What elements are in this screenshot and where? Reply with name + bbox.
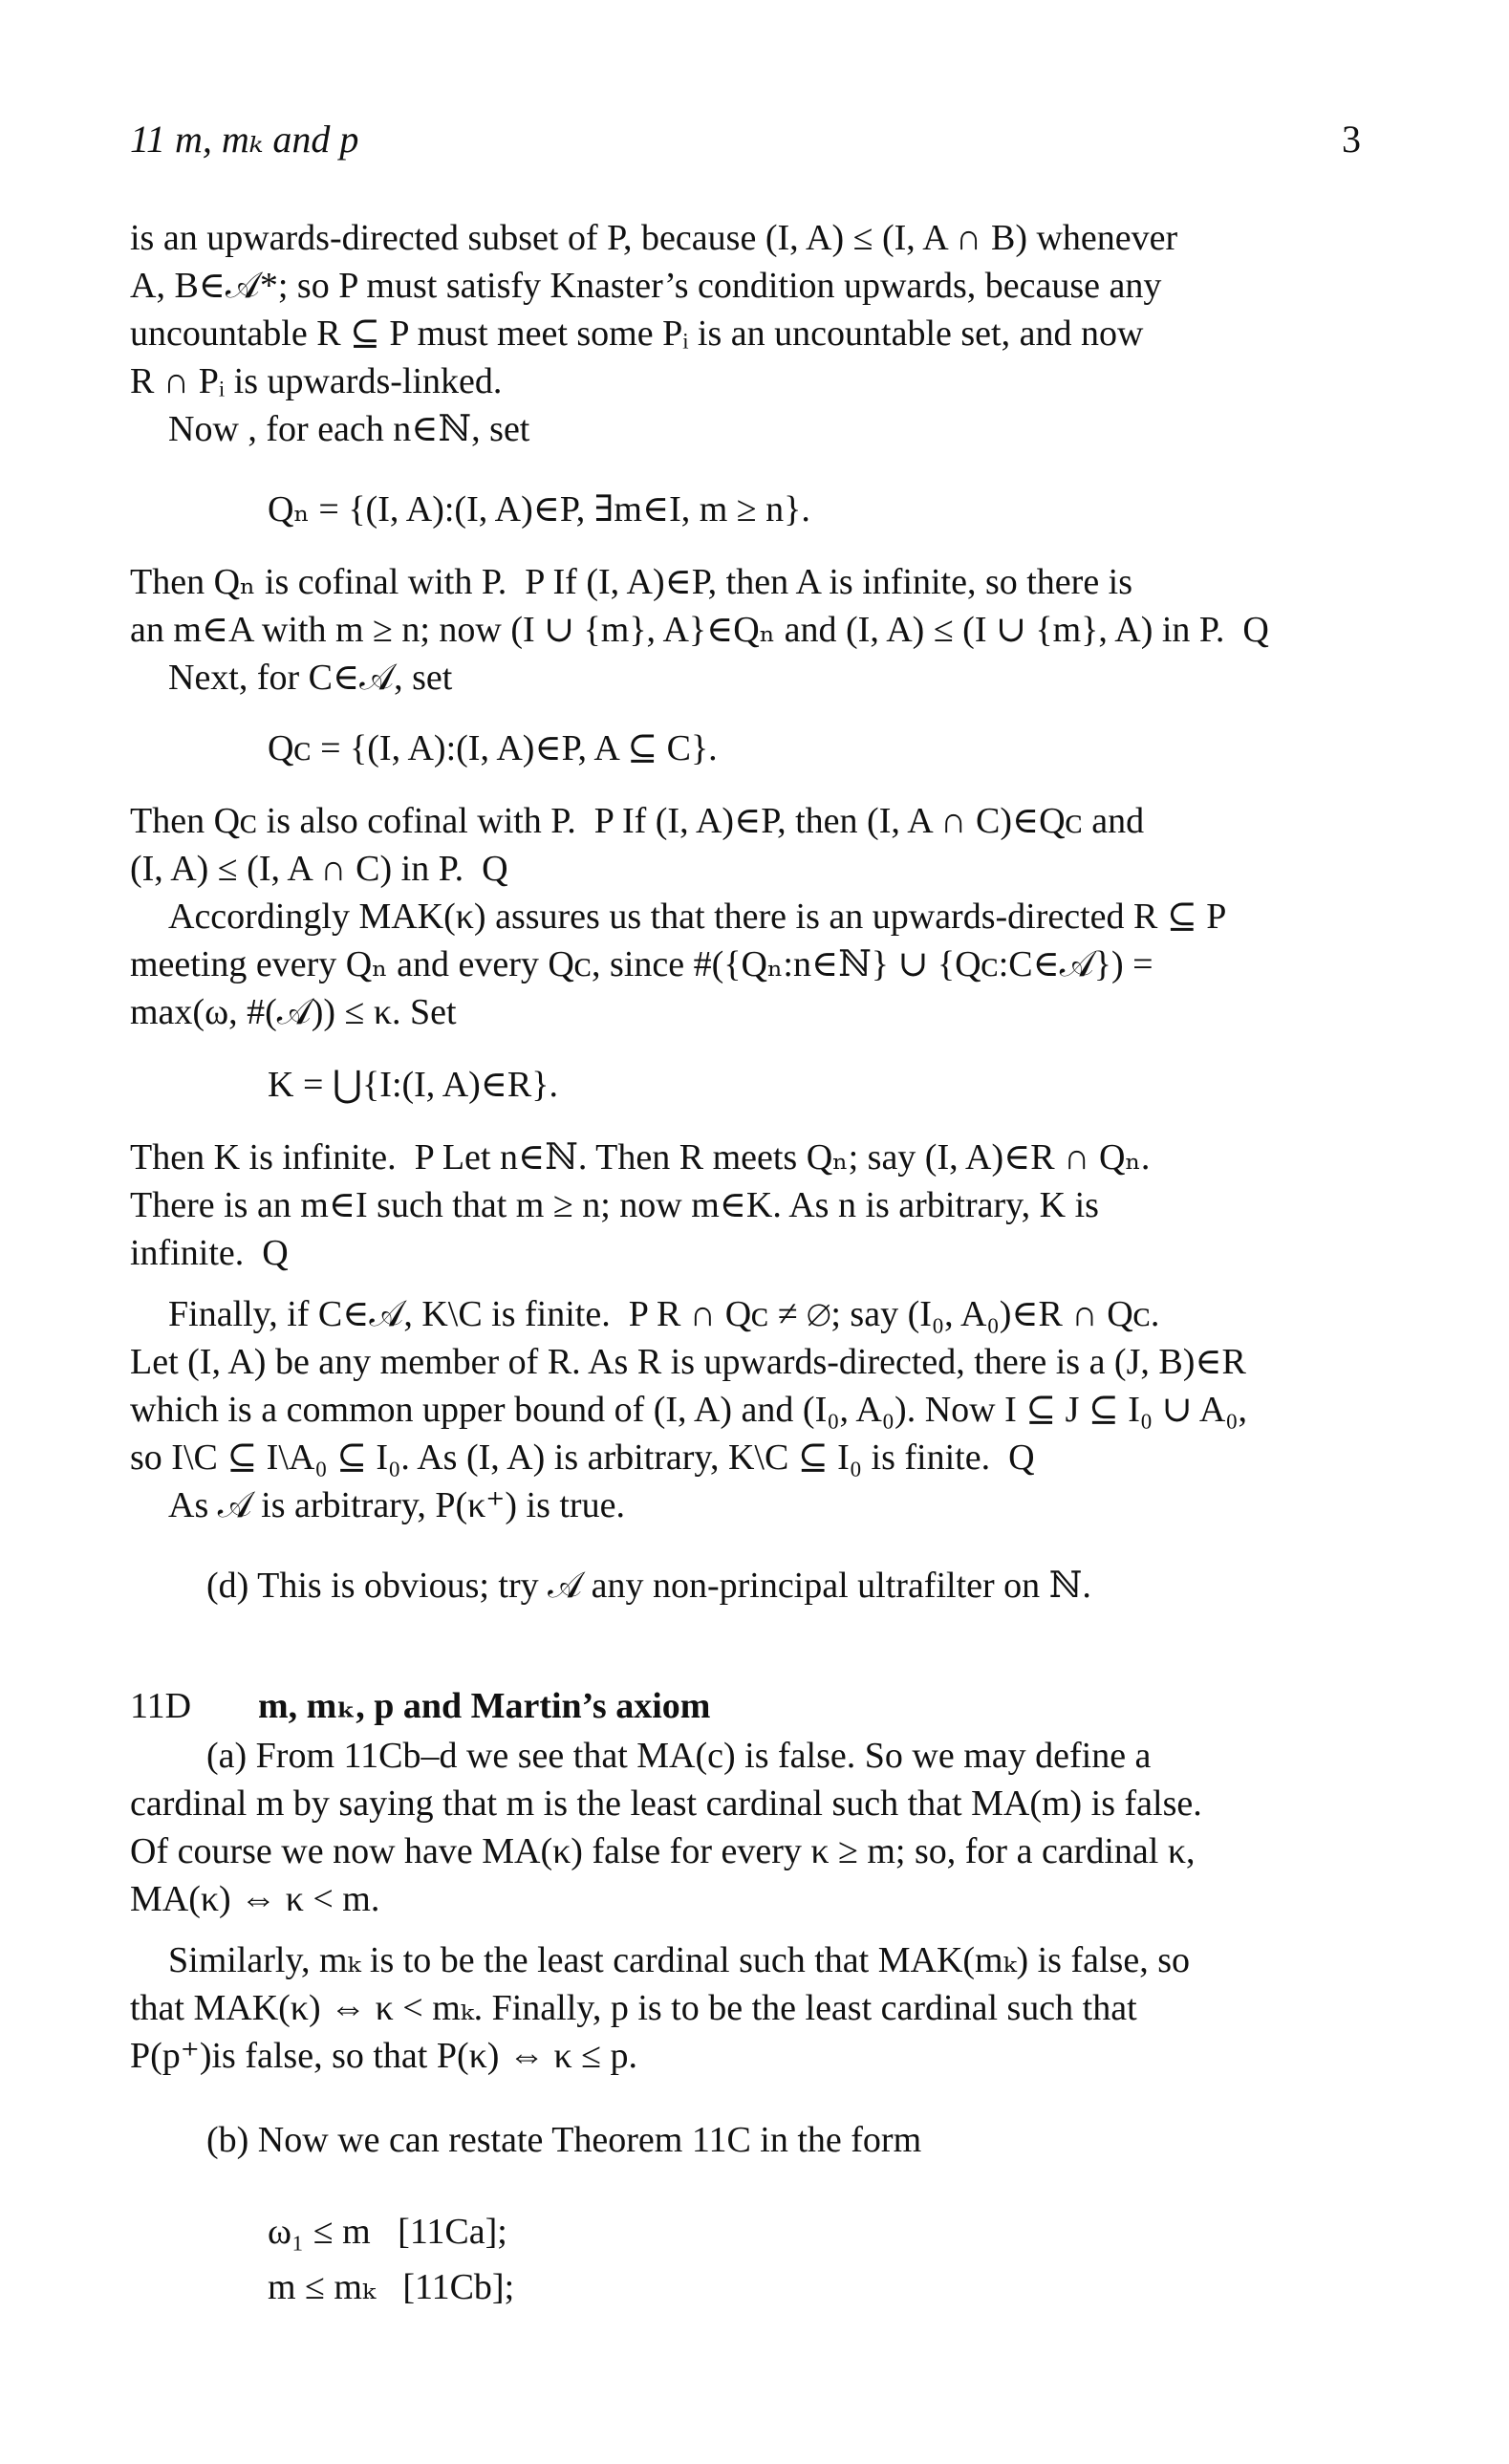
- text-line: R ∩ Pᵢ is upwards-linked.: [130, 361, 503, 401]
- text-line: uncountable R ⊆ P must meet some Pᵢ is an uncountable set, and now: [130, 313, 1144, 354]
- display-equation: Qₙ = {(I, A):(I, A)∈P, ∃m∈I, m ≥ n}.: [268, 489, 810, 530]
- text-line: Then K is infinite. P Let n∈ℕ. Then R meets Qₙ; say (I, A)∈R ∩ Qₙ.: [130, 1137, 1151, 1178]
- section-title: m, mₖ, p and Martin’s axiom: [258, 1686, 711, 1726]
- text-line: infinite. Q: [130, 1233, 289, 1273]
- text-line: Accordingly MAK(κ) assures us that there is an upwards-directed R ⊆ P: [168, 897, 1227, 937]
- section-number: 11D: [130, 1686, 192, 1726]
- display-equation: m ≤ mₖ [11Cb];: [268, 2267, 515, 2307]
- text-line: an m∈A with m ≥ n; now (I ∪ {m}, A}∈Qₙ and (I, A) ≤ (I ∪ {m}, A) in P. Q: [130, 610, 1269, 650]
- text-line: which is a common upper bound of (I, A) and (I₀, A₀). Now I ⊆ J ⊆ I₀ ∪ A₀,: [130, 1390, 1248, 1430]
- text-line: (d) This is obvious; try 𝒜 any non-principal ultrafilter on ℕ.: [206, 1566, 1091, 1606]
- text-line: so I\C ⊆ I\A₀ ⊆ I₀. As (I, A) is arbitrary, K\C ⊆ I₀ is finite. Q: [130, 1437, 1035, 1478]
- text-line: Next, for C∈𝒜, set: [168, 658, 453, 698]
- text-line: Finally, if C∈𝒜, K\C is finite. P R ∩ Qᴄ ≠ ∅; say (I₀, A₀)∈R ∩ Qᴄ.: [168, 1294, 1160, 1334]
- text-line: P(p⁺)is false, so that P(κ) ⇔ κ ≤ p.: [130, 2036, 637, 2076]
- text-line: (a) From 11Cb–d we see that MA(c) is false. So we may define a: [206, 1736, 1152, 1776]
- text-line: that MAK(κ) ⇔ κ < mₖ. Finally, p is to be the least cardinal such that: [130, 1988, 1137, 2028]
- text-line: Similarly, mₖ is to be the least cardinal such that MAK(mₖ) is false, so: [168, 1940, 1190, 1980]
- running-header: 11 m, mₖ and p: [130, 118, 359, 161]
- text-line: cardinal m by saying that m is the least cardinal such that MA(m) is false.: [130, 1783, 1202, 1824]
- text-line: (I, A) ≤ (I, A ∩ C) in P. Q: [130, 849, 508, 889]
- text-line: MA(κ) ⇔ κ < m.: [130, 1879, 380, 1919]
- text-line: Then Qᴄ is also cofinal with P. P If (I, A)∈P, then (I, A ∩ C)∈Qᴄ and: [130, 801, 1145, 841]
- display-equation: Qᴄ = {(I, A):(I, A)∈P, A ⊆ C}.: [268, 728, 718, 768]
- text-line: meeting every Qₙ and every Qᴄ, since #({Qₙ:n∈ℕ} ∪ {Qᴄ:C∈𝒜}) =: [130, 944, 1153, 984]
- text-line: There is an m∈I such that m ≥ n; now m∈K. As n is arbitrary, K is: [130, 1185, 1099, 1225]
- text-line: Then Qₙ is cofinal with P. P If (I, A)∈P, then A is infinite, so there is: [130, 562, 1133, 602]
- display-equation: ω₁ ≤ m [11Ca];: [268, 2212, 507, 2252]
- text-line: Of course we now have MA(κ) false for every κ ≥ m; so, for a cardinal κ,: [130, 1831, 1196, 1871]
- display-equation: K = ⋃{I:(I, A)∈R}.: [268, 1065, 559, 1105]
- page-number: 3: [1342, 118, 1361, 161]
- text-line: Let (I, A) be any member of R. As R is upwards-directed, there is a (J, B)∈R: [130, 1342, 1246, 1382]
- text-line: is an upwards-directed subset of P, because (I, A) ≤ (I, A ∩ B) whenever: [130, 218, 1178, 258]
- text-line: (b) Now we can restate Theorem 11C in the form: [206, 2120, 922, 2160]
- text-line: max(ω, #(𝒜)) ≤ κ. Set: [130, 992, 457, 1032]
- text-line: Now , for each n∈ℕ, set: [168, 409, 530, 449]
- text-line: A, B∈𝒜*; so P must satisfy Knaster’s condition upwards, because any: [130, 266, 1162, 306]
- text-line: As 𝒜 is arbitrary, P(κ⁺) is true.: [168, 1485, 625, 1525]
